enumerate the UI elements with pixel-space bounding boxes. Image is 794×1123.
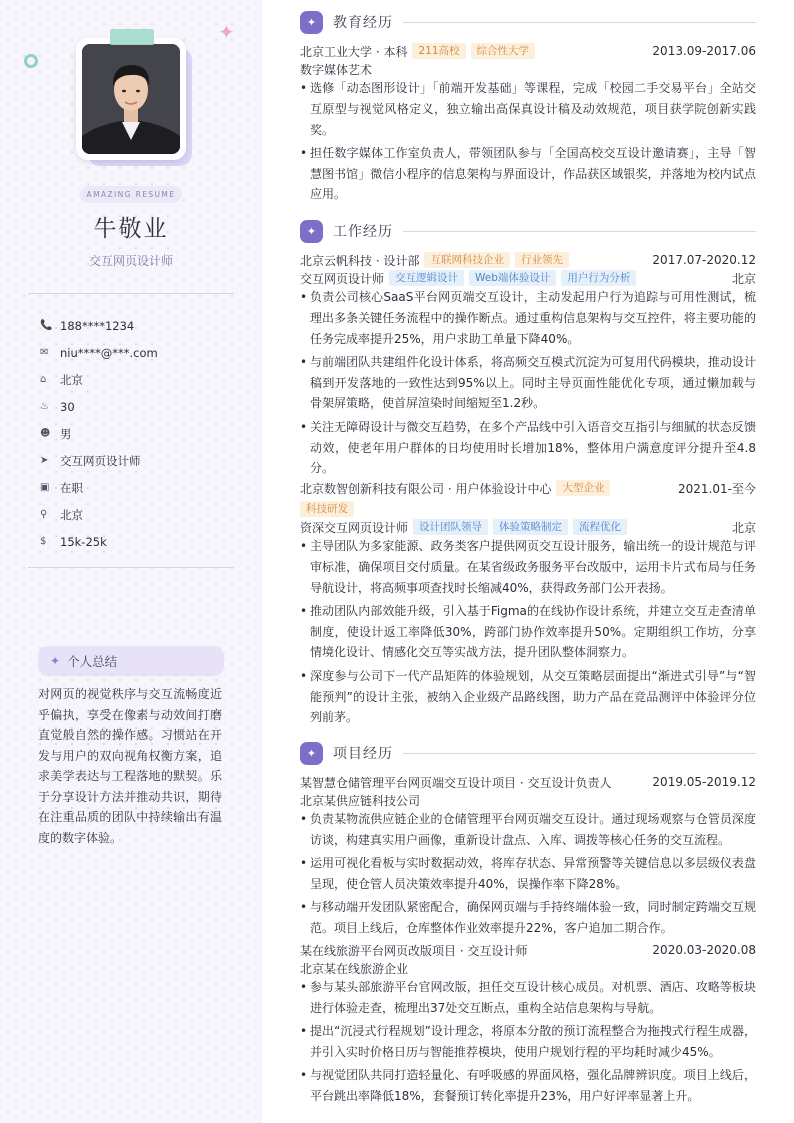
list-item: • 负责公司核心SaaS平台网页端交互设计，主动发起用户行为追踪与可用性测试，梳理出多条关键任务流程中的操作断点。通过重构信息架构与交互控件，将主要功能的任务完成率提升25%，用户求助工单量下降40%。: [300, 287, 756, 349]
email-icon: ✉: [40, 347, 49, 358]
heading-rule: [403, 22, 756, 23]
contact-text: 在职: [60, 480, 83, 495]
cake-icon: ♨: [40, 401, 49, 412]
company-tag: 互联网科技企业: [424, 252, 510, 268]
job-city: 北京: [731, 520, 756, 535]
divider: [28, 567, 234, 568]
skill-tag: 流程优化: [573, 519, 627, 535]
education-heading: 教育经历: [333, 15, 393, 31]
skill-tag: Web端体验设计: [469, 270, 556, 286]
work-heading: 工作经历: [333, 224, 393, 240]
project-row: [300, 773, 756, 791]
contact-text: 30: [60, 399, 75, 414]
skill-tag: 设计团队领导: [413, 519, 488, 535]
contact-text: 交互网页设计师: [60, 453, 141, 468]
list-item: • 担任数字媒体工作室负责人，带领团队参与「全国高校交互设计邀请赛」，主导「智慧图书馆」微信小程序的信息架构与界面设计，作品获区域银奖，并落地为校内试点应用。: [300, 143, 756, 205]
skill-tag: 用户行为分析: [561, 270, 636, 286]
school-tag: 211高校: [412, 43, 465, 59]
job-role-row: [300, 518, 756, 536]
job-role: 资深交互网页设计师: [300, 520, 409, 535]
project-date: 2019.05-2019.12: [652, 775, 756, 789]
job-bullets: [300, 287, 756, 482]
summary-heading: [38, 646, 224, 676]
project-org-row: [300, 791, 756, 809]
project-name: 某智慧仓储管理平台网页端交互设计项目 · 交互设计负责人: [300, 775, 612, 790]
briefcase-icon: ▣: [40, 482, 50, 493]
project-section-heading: [300, 741, 756, 765]
list-item: • 提出“沉浸式行程规划”设计理念，将原本分散的预订流程整合为拖拽式行程生成器，并引入实时价格日历与智能推荐模块，使用户规划行程的平均耗时减少45%。: [300, 1021, 756, 1063]
project-name: 某在线旅游平台网页改版项目 · 交互设计师: [300, 943, 528, 958]
skill-tag: 体验策略制定: [493, 519, 568, 535]
summary-heading-label: 个人总结: [67, 654, 118, 669]
contact-item: [40, 366, 240, 393]
job-bullets: [300, 536, 756, 731]
job-tag-row: [300, 500, 756, 518]
candidate-name: 牛敬业: [93, 216, 169, 242]
job-date: 2017.07-2020.12: [652, 253, 756, 267]
job-company: 北京云帆科技 · 设计部: [300, 253, 420, 268]
contact-text: 男: [60, 426, 72, 441]
phone-icon: 📞: [40, 320, 53, 331]
contact-item: [40, 420, 240, 447]
resume-tagline: AMAZING RESUME: [80, 186, 182, 203]
heading-rule: [403, 231, 756, 232]
contact-item: [40, 501, 240, 528]
company-tag: 科技研发: [300, 501, 354, 517]
list-item: • 参与某头部旅游平台官网改版，担任交互设计核心成员。对机票、酒店、攻略等板块进行体验走查，梳理出37处交互断点，重构全站信息架构与导航。: [300, 977, 756, 1019]
major: 数字媒体艺术: [300, 62, 373, 77]
home-icon: ⌂: [40, 374, 47, 385]
skill-tag: 交互逻辑设计: [389, 270, 464, 286]
project-bullets: [300, 809, 756, 941]
profile-photo-card: [76, 38, 186, 160]
education-section-heading: [300, 10, 756, 34]
contact-text: 北京: [60, 507, 83, 522]
photo-frame: [76, 38, 186, 160]
contact-item: [40, 474, 240, 501]
project-date: 2020.03-2020.08: [652, 943, 756, 957]
project-heading: 项目经历: [333, 746, 393, 762]
list-item: • 与移动端开发团队紧密配合，确保网页端与手持终端体验一致，同时制定跨端交互规范。项目上线后，仓库整体作业效率提升22%，客户追加二期合作。: [300, 897, 756, 939]
job-date: 2021.01-至今: [678, 481, 756, 496]
list-item: • 深度参与公司下一代产品矩阵的体验规划，从交互策略层面提出“渐进式引导”与“智能预判”的设计主张，被纳入企业级产品路线图，助力产品在竞品测评中体验评分位列前茅。: [300, 666, 756, 728]
job-role: 交互网页设计师: [300, 271, 385, 286]
sparkle-icon: ✦: [50, 654, 61, 668]
salary-icon: $: [40, 536, 47, 547]
job-company-row: [300, 251, 756, 269]
company-tag: 行业领先: [515, 252, 569, 268]
divider: [28, 293, 234, 294]
school-name: 北京工业大学 · 本科: [300, 44, 408, 59]
contact-item: [40, 339, 240, 366]
job-city: 北京: [731, 271, 756, 286]
list-item: • 与视觉团队共同打造轻量化、有呼吸感的界面风格，强化品牌辨识度。项目上线后，平台跳出率降低18%，套餐预订转化率提升23%，用户好评率显著上升。: [300, 1065, 756, 1107]
contact-text: niu****@***.com: [60, 345, 158, 360]
photo-tape: [110, 29, 154, 45]
contact-text: 北京: [60, 372, 83, 387]
contact-text: 188****1234: [60, 318, 135, 333]
education-date: 2013.09-2017.06: [652, 44, 756, 58]
contact-item: [40, 312, 240, 339]
list-item: • 主导团队为多家能源、政务类客户提供网页交互设计服务，输出统一的设计规范与评审标准，确保项目交付质量。在某省级政务服务平台改版中，运用卡片式布局与任务导航设计，将高频事项查找时长缩减40%，获得政务部门公开表扬。: [300, 536, 756, 598]
list-item: • 运用可视化看板与实时数据动效，将库存状态、异常预警等关键信息以多层级仪表盘呈现，使仓管人员决策效率提升40%，误操作率下降28%。: [300, 853, 756, 895]
list-item: • 负责某物流供应链企业的仓储管理平台网页端交互设计。通过现场观察与仓管员深度访谈，构建真实用户画像，重新设计盘点、入库、调拨等核心任务的交互流程。: [300, 809, 756, 851]
project-row: [300, 941, 756, 959]
list-item: • 关注无障碍设计与微交互趋势，在多个产品线中引入语音交互指引与细腻的状态反馈动效，使老年用户群体的日均使用时长增加18%，整体用户满意度评分提升至4.8分。: [300, 417, 756, 479]
avatar: [82, 44, 180, 154]
job-company-row: [300, 479, 756, 497]
decorative-ring: [24, 54, 38, 68]
project-org: 北京某供应链科技公司: [300, 793, 421, 808]
list-item: • 推动团队内部效能升级，引入基于Figma的在线协作设计系统，并建立交互走查清单制度，使设计返工率降低30%，跨部门协作效率提升50%。定期组织工作坊，分享情境化设计、情感化交互等实战方法，提升团队整体洞察力。: [300, 601, 756, 663]
send-icon: ➤: [40, 455, 49, 466]
sidebar: [0, 0, 262, 1123]
education-bullets: [300, 78, 756, 208]
location-pin-icon: ⚲: [40, 509, 48, 520]
project-org-row: [300, 959, 756, 977]
summary-text: 对网页的视觉秩序与交互流畅度近乎偏执，享受在像素与动效间打磨直觉般自然的操作感。习惯站在开发与用户的双向视角权衡方案，追求美学表达与工程落地的默契。乐于分享设计方法并推动共识，期待在注重品质的团队中持续输出有温度的数字体验。: [38, 687, 222, 845]
gender-icon: ☻: [40, 428, 51, 439]
company-tag: 大型企业: [556, 480, 610, 496]
sparkle-icon: ✦: [300, 11, 323, 34]
major-row: [300, 60, 756, 78]
school-tag: 综合性大学: [471, 43, 536, 59]
contact-item: [40, 393, 240, 420]
contact-text: 15k-25k: [60, 534, 107, 549]
job-role-row: [300, 269, 756, 287]
project-org: 北京某在线旅游企业: [300, 961, 409, 976]
contact-list: [40, 312, 240, 555]
sparkle-icon: ✦: [300, 742, 323, 765]
list-item: • 选修「动态图形设计」「前端开发基础」等课程，完成「校园二手交易平台」全站交互原型与视觉风格定义，独立输出高保真设计稿及动效规范，项目获学院创新实践奖。: [300, 78, 756, 140]
project-bullets: [300, 977, 756, 1109]
work-section-heading: [300, 219, 756, 243]
contact-item: [40, 447, 240, 474]
education-row: [300, 42, 756, 60]
contact-item: [40, 528, 240, 555]
candidate-title: 交互网页设计师: [88, 254, 173, 268]
list-item: • 与前端团队共建组件化设计体系，将高频交互模式沉淀为可复用代码模块，推动设计稿到开发落地的一致性达到95%以上。同时主导页面性能优化专项，通过懒加载与骨架屏策略，使首屏渲染时间缩短至1.2秒。: [300, 352, 756, 414]
sparkle-icon: ✦: [300, 220, 323, 243]
job-company: 北京数智创新科技有限公司 · 用户体验设计中心: [300, 481, 552, 496]
sparkle-icon: ✦: [218, 20, 235, 44]
heading-rule: [403, 753, 756, 754]
